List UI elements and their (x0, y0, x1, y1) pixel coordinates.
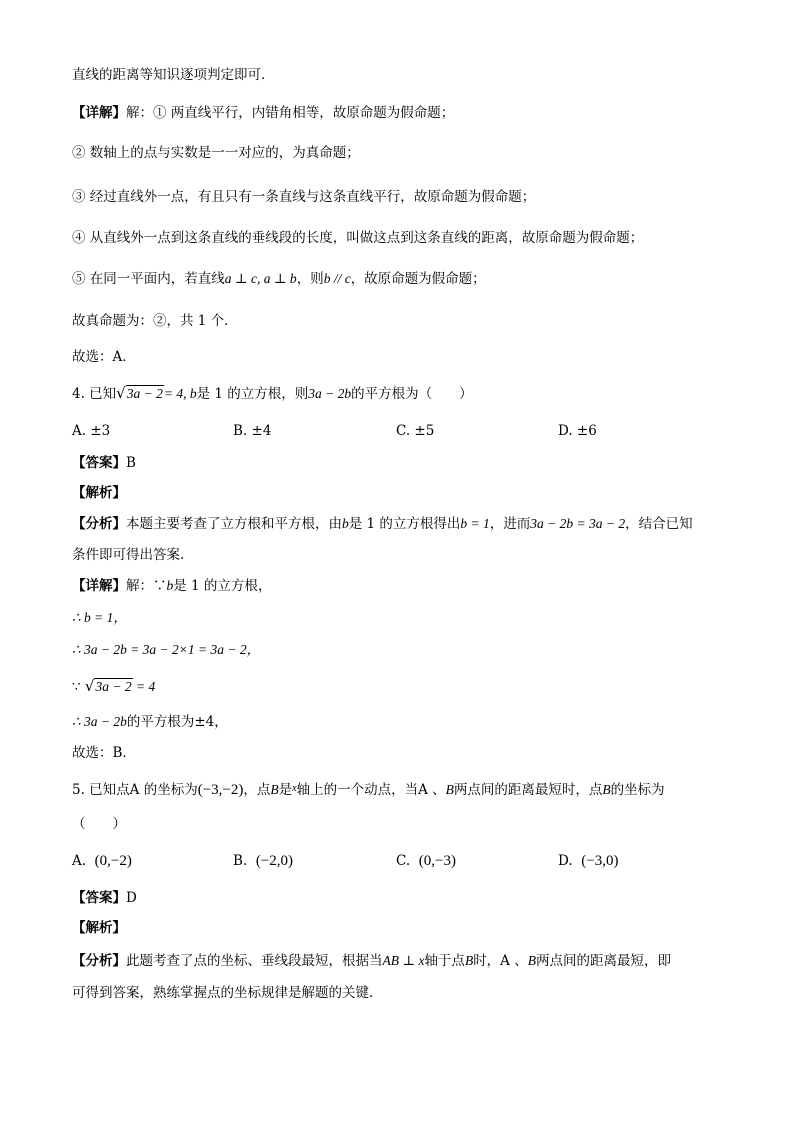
q5-analysis-line-2: 可得到答案，熟练掌握点的坐标规律是解题的关键． (72, 985, 383, 1001)
q3-detail-line-4: ④ 从直线外一点到这条直线的垂线段的长度，叫做这点到这条直线的距离，故原命题为假命题； (72, 230, 644, 246)
q5-option-b: B. (−2,0) (233, 853, 294, 869)
q5-option-c: C. (0,−3) (396, 853, 456, 869)
q3-detail-line-5: ⑤ 在同一平面内，若直线a ⊥ c, a ⊥ b，则b // c，故原命题为假命题； (72, 271, 486, 287)
q4-analysis-line-2: 条件即可得出答案． (72, 547, 194, 563)
q5-option-a: A. (0,−2) (72, 853, 132, 869)
q4-stem: 4. 已知√3a − 2= 4, b是 1 的立方根，则3a − 2b的平方根为（ ） (72, 384, 473, 402)
q4-analysis-line-1: 【分析】本题主要考查了立方根和平方根，由b是 1 的立方根得出b = 1，进而3a − 2b = 3a − 2，结合已知 (72, 516, 693, 532)
q4-detail-line-3: ∴ 3a − 2b = 3a − 2×1 = 3a − 2， (72, 642, 261, 657)
intro-line: 直线的距离等知识逐项判定即可． (72, 67, 275, 83)
q3-detail-line-3: ③ 经过直线外一点，有且只有一条直线与这条直线平行，故原命题为假命题； (72, 189, 536, 205)
detail-label: 【详解】 (72, 105, 126, 121)
q3-conclusion: 故真命题为：②，共 1 个． (72, 313, 238, 329)
sqrt-sign: √ (84, 677, 95, 695)
q3-detail-line-2: ② 数轴上的点与实数是一一对应的，为真命题； (72, 145, 360, 161)
q4-detail-line-2: ∴ b = 1， (72, 610, 127, 625)
q5-jiexi-label: 【解析】 (72, 920, 126, 936)
q5-stem-line-2: （ ） (72, 816, 126, 832)
q5-option-d: D. (−3,0) (558, 853, 619, 869)
q5-analysis-line-1: 【分析】此题考查了点的坐标、垂线段最短，根据当AB ⊥ x轴于点B时，A 、B两点间的距离最短，即 (72, 953, 671, 969)
q3-detail-line-1: 【详解】解：① 两直线平行，内错角相等，故原命题为假命题； (72, 105, 455, 121)
q5-answer: 【答案】D (72, 890, 137, 906)
q4-answer: 【答案】B (72, 455, 136, 471)
q4-detail-line-4: ∵ √3a − 2 = 4 (72, 677, 156, 695)
q4-option-d: D. ±6 (558, 423, 597, 439)
sqrt-sign: √ (116, 384, 126, 402)
q4-detail-line-5: ∴ 3a − 2b的平方根为±4， (72, 714, 228, 730)
q5-stem-line-1: 5. 已知点A 的坐标为(−3,−2)，点B是$^x$轴上的一个动点，当A 、B两点间的距离最短时，点B的坐标为 (72, 782, 665, 798)
q4-option-c: C. ±5 (396, 423, 435, 439)
q4-jiexi-label: 【解析】 (72, 485, 126, 501)
q4-choice: 故选：B． (72, 745, 136, 761)
q4-detail-line-1: 【详解】解：∵b是 1 的立方根， (72, 578, 272, 594)
q4-option-a: A. ±3 (72, 423, 111, 439)
q4-option-b: B. ±4 (233, 423, 272, 439)
q3-choice: 故选：A． (72, 349, 136, 365)
